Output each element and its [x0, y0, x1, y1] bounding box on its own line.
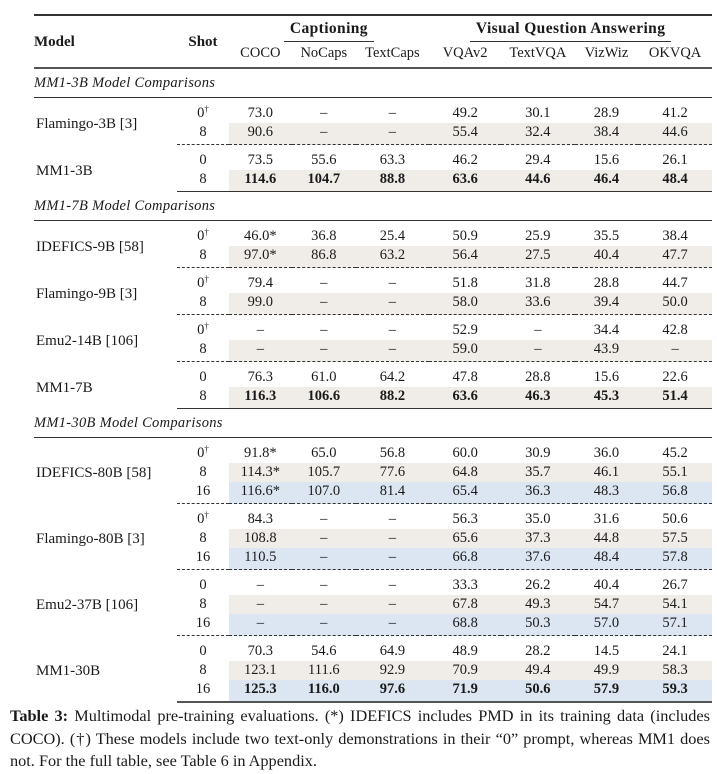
value-cell: 51.8 [452, 275, 478, 291]
value-cell: 47.7 [638, 246, 712, 268]
value-cell: 44.7 [662, 275, 688, 291]
value-cell: 63.3 [379, 152, 406, 168]
value-cell: 64.2 [379, 369, 406, 385]
value-cell: 24.1 [662, 643, 688, 659]
value-cell: – [292, 529, 355, 548]
value-cell: 59.0 [429, 340, 501, 362]
value-cell: 26.1 [662, 152, 688, 168]
value-cell: – [292, 293, 355, 315]
value-cell: 44.8 [575, 529, 638, 548]
section-title: MM1-7B Model Comparisons [34, 192, 712, 221]
value-cell: 57.8 [638, 548, 712, 570]
value-cell: 31.8 [525, 275, 551, 291]
value-cell: 76.3 [247, 369, 273, 385]
shot-cell: 0† [197, 227, 209, 244]
value-cell: 46.4 [575, 170, 638, 192]
header-okvqa: OKVQA [648, 44, 702, 61]
value-cell: 65.4 [429, 482, 501, 504]
value-cell: 22.6 [662, 369, 688, 385]
value-cell: 29.4 [525, 152, 551, 168]
value-cell: 54.6 [311, 643, 337, 659]
shot-cell: 16 [177, 548, 228, 570]
value-cell: 64.9 [379, 643, 406, 659]
value-cell: 57.0 [575, 614, 638, 636]
shot-cell: 8 [177, 246, 228, 268]
value-cell: 36.0 [593, 445, 620, 461]
value-cell: 110.5 [229, 548, 292, 570]
value-cell: 28.9 [593, 105, 620, 121]
value-cell: – [534, 322, 542, 338]
value-cell: 52.9 [452, 322, 478, 338]
dagger-mark: † [204, 510, 209, 520]
value-cell: – [356, 595, 430, 614]
value-cell: 36.8 [311, 228, 337, 244]
value-cell: 26.2 [525, 577, 551, 593]
shot-cell: 8 [177, 340, 228, 362]
header-nocaps: NoCaps [300, 44, 348, 61]
value-cell: 81.4 [356, 482, 430, 504]
value-cell: 41.2 [662, 105, 688, 121]
value-cell: 33.3 [452, 577, 478, 593]
value-cell: 56.3 [452, 511, 478, 527]
value-cell: – [292, 123, 355, 145]
value-cell: 55.4 [429, 123, 501, 145]
caption-label: Table 3: [10, 706, 69, 725]
value-cell: 46.2 [452, 152, 478, 168]
section-title: MM1-3B Model Comparisons [34, 68, 712, 98]
value-cell: – [320, 511, 328, 527]
table-row [34, 268, 712, 294]
value-cell: – [356, 529, 430, 548]
dagger-mark: † [204, 444, 209, 454]
value-cell: 51.4 [638, 387, 712, 409]
value-cell: 49.2 [452, 105, 478, 121]
value-cell: 58.3 [638, 661, 712, 680]
shot-cell: 8 [199, 464, 207, 480]
value-cell: 33.6 [501, 293, 575, 315]
value-cell: 65.0 [311, 445, 337, 461]
table-caption [10, 705, 710, 773]
value-cell: 97.0* [229, 246, 292, 268]
value-cell: 27.5 [501, 246, 575, 268]
value-cell: 14.5 [593, 643, 620, 659]
value-cell: 48.4 [575, 548, 638, 570]
value-cell: – [292, 548, 355, 570]
value-cell: – [320, 577, 328, 593]
value-cell: 48.4 [638, 170, 712, 192]
shot-cell: 16 [177, 680, 228, 702]
value-cell: 111.6 [292, 661, 355, 680]
model-name: IDEFICS-80B [58] [36, 465, 152, 482]
model-name: IDEFICS-9B [58] [36, 238, 144, 255]
value-cell: 59.3 [638, 680, 712, 702]
table-row [34, 145, 712, 171]
value-cell: 63.6 [429, 170, 501, 192]
value-cell: 97.6 [356, 680, 430, 702]
value-cell: – [320, 105, 328, 121]
value-cell: 49.3 [501, 595, 575, 614]
value-cell: 15.6 [593, 369, 620, 385]
value-cell: 116.6* [229, 482, 292, 504]
value-cell: 88.8 [356, 170, 430, 192]
value-cell: 38.4 [575, 123, 638, 145]
value-cell: 77.6 [356, 463, 430, 482]
shot-cell: 8 [177, 293, 228, 315]
shot-cell: 0† [197, 104, 209, 121]
value-cell: 37.6 [501, 548, 575, 570]
value-cell: 79.4 [247, 275, 273, 291]
table-row [34, 315, 712, 341]
value-cell: 71.9 [429, 680, 501, 702]
value-cell: 116.3 [229, 387, 292, 409]
header-vqav2: VQAv2 [442, 44, 488, 61]
value-cell: 104.7 [292, 170, 355, 192]
value-cell: 105.7 [292, 463, 355, 482]
value-cell: – [388, 577, 397, 593]
value-cell: 49.4 [501, 661, 575, 680]
value-cell: 50.6 [662, 511, 688, 527]
value-cell: 73.5 [247, 152, 273, 168]
value-cell: 70.3 [247, 643, 273, 659]
value-cell: 36.3 [501, 482, 575, 504]
value-cell: – [292, 595, 355, 614]
value-cell: – [388, 105, 397, 121]
value-cell: – [292, 614, 355, 636]
header-vizwiz: VizWiz [584, 44, 629, 61]
value-cell: 15.6 [593, 152, 620, 168]
caption-text: Multimodal pre-training evaluations. (*) IDEFICS includes PMD in its training data (includes COCO). (†) These models include two text-only demonstrations in their “0” prompt, whereas MM1 does not. For the full table, see Table 6 in Appendix. [10, 706, 710, 770]
value-cell: 57.1 [638, 614, 712, 636]
value-cell: 47.8 [452, 369, 478, 385]
shot-cell: 0† [197, 510, 209, 527]
shot-cell: 0 [199, 152, 207, 168]
value-cell: – [356, 293, 430, 315]
value-cell: 48.3 [575, 482, 638, 504]
shot-cell: 8 [177, 170, 228, 192]
header-coco: COCO [240, 44, 281, 61]
value-cell: 50.0 [638, 293, 712, 315]
value-cell: 25.9 [525, 228, 551, 244]
value-cell: 46.3 [501, 387, 575, 409]
value-cell: – [356, 340, 430, 362]
value-cell: 28.2 [525, 643, 551, 659]
value-cell: 43.9 [575, 340, 638, 362]
value-cell: – [256, 322, 264, 338]
value-cell: 49.9 [575, 661, 638, 680]
shot-cell: 8 [199, 596, 207, 612]
dagger-mark: † [204, 274, 209, 284]
value-cell: 40.4 [593, 577, 620, 593]
value-cell: 60.0 [452, 445, 478, 461]
value-cell: 58.0 [429, 293, 501, 315]
value-cell: 35.7 [501, 463, 575, 482]
value-cell: 106.6 [292, 387, 355, 409]
value-cell: – [388, 511, 397, 527]
value-cell: 86.8 [292, 246, 355, 268]
value-cell: – [229, 595, 292, 614]
header-model: Model [34, 34, 75, 50]
value-cell: 114.3* [229, 463, 292, 482]
value-cell: 34.4 [593, 322, 620, 338]
shot-cell: 8 [199, 530, 207, 546]
value-cell: – [356, 123, 430, 145]
value-cell: 65.6 [429, 529, 501, 548]
value-cell: 32.4 [501, 123, 575, 145]
value-cell: 37.3 [501, 529, 575, 548]
table-row [34, 636, 712, 662]
shot-cell: 8 [199, 662, 207, 678]
value-cell: 39.4 [575, 293, 638, 315]
value-cell: 30.9 [525, 445, 551, 461]
value-cell: 55.1 [638, 463, 712, 482]
value-cell: 38.4 [662, 228, 688, 244]
shot-cell: 0† [197, 274, 209, 291]
model-name: Emu2-14B [106] [36, 332, 139, 349]
value-cell: 123.1 [229, 661, 292, 680]
value-cell: 48.9 [452, 643, 478, 659]
value-cell: 42.8 [662, 322, 688, 338]
value-cell: 114.6 [229, 170, 292, 192]
value-cell: 45.2 [662, 445, 688, 461]
shot-cell: 8 [177, 123, 228, 145]
value-cell: 30.1 [525, 105, 551, 121]
shot-cell: 0† [197, 444, 209, 461]
value-cell: – [356, 548, 430, 570]
table-row [34, 362, 712, 388]
value-cell: 63.6 [429, 387, 501, 409]
value-cell: 56.8 [379, 445, 406, 461]
dagger-mark: † [204, 227, 209, 237]
value-cell: – [388, 275, 397, 291]
shot-cell: 8 [177, 387, 228, 409]
value-cell: 50.3 [501, 614, 575, 636]
value-cell: 56.8 [638, 482, 712, 504]
header-textvqa: TextVQA [509, 44, 567, 61]
value-cell: 88.2 [356, 387, 430, 409]
value-cell: 40.4 [575, 246, 638, 268]
table-row [34, 438, 712, 464]
value-cell: 92.9 [356, 661, 430, 680]
shot-cell: 0 [199, 369, 207, 385]
header-group-captioning: Captioning [229, 16, 430, 42]
value-cell: – [229, 614, 292, 636]
value-cell: 44.6 [638, 123, 712, 145]
model-name: MM1-3B [36, 162, 93, 179]
section-header-row [34, 192, 712, 221]
model-name: Flamingo-80B [3] [36, 531, 145, 547]
value-cell: 84.3 [247, 511, 273, 527]
value-cell: – [501, 340, 575, 362]
value-cell: 35.0 [525, 511, 551, 527]
header-shot: Shot [188, 34, 218, 50]
value-cell: 90.6 [229, 123, 292, 145]
model-name: Flamingo-9B [3] [36, 285, 138, 302]
value-cell: 107.0 [292, 482, 355, 504]
model-name: Flamingo-3B [3] [36, 115, 138, 132]
value-cell: 67.8 [429, 595, 501, 614]
value-cell: 56.4 [429, 246, 501, 268]
value-cell: 57.5 [638, 529, 712, 548]
model-name: MM1-30B [36, 663, 101, 680]
shot-cell: 16 [177, 614, 228, 636]
value-cell: – [292, 340, 355, 362]
table-row [34, 98, 712, 124]
shot-cell: 0 [199, 643, 207, 659]
value-cell: 108.8 [229, 529, 292, 548]
value-cell: – [229, 340, 292, 362]
value-cell: 64.8 [429, 463, 501, 482]
value-cell: 35.5 [593, 228, 620, 244]
value-cell: 91.8* [244, 445, 277, 461]
value-cell: 45.3 [575, 387, 638, 409]
value-cell: – [320, 275, 328, 291]
value-cell: – [388, 322, 397, 338]
value-cell: 68.8 [429, 614, 501, 636]
value-cell: 99.0 [229, 293, 292, 315]
section-header-row [34, 409, 712, 438]
value-cell: 50.9 [452, 228, 478, 244]
value-cell: 73.0 [247, 105, 273, 121]
results-table [34, 14, 712, 703]
value-cell: 70.9 [429, 661, 501, 680]
header-textcaps: TextCaps [365, 44, 420, 61]
dagger-mark: † [204, 104, 209, 114]
table-row [34, 570, 712, 596]
value-cell: – [320, 322, 328, 338]
value-cell: 28.8 [593, 275, 620, 291]
model-name: Emu2-37B [106] [36, 597, 139, 613]
value-cell: 63.2 [356, 246, 430, 268]
shot-cell: 16 [177, 482, 228, 504]
value-cell: 26.7 [662, 577, 688, 593]
value-cell: 46.0* [244, 228, 277, 244]
value-cell: – [638, 340, 712, 362]
value-cell: 66.8 [429, 548, 501, 570]
value-cell: 116.0 [292, 680, 355, 702]
value-cell: 54.1 [638, 595, 712, 614]
header-group-vqa: Visual Question Answering [429, 16, 712, 42]
value-cell: 55.6 [311, 152, 337, 168]
value-cell: 50.6 [501, 680, 575, 702]
value-cell: – [256, 577, 264, 593]
value-cell: 54.7 [575, 595, 638, 614]
value-cell: 61.0 [311, 369, 337, 385]
value-cell: 57.9 [575, 680, 638, 702]
section-header-row [34, 68, 712, 98]
value-cell: 31.6 [593, 511, 620, 527]
table-row [34, 504, 712, 530]
value-cell: 44.6 [501, 170, 575, 192]
value-cell: 28.8 [525, 369, 551, 385]
section-title: MM1-30B Model Comparisons [34, 409, 712, 438]
table-row [34, 221, 712, 247]
value-cell: – [356, 614, 430, 636]
shot-cell: 0† [197, 321, 209, 338]
value-cell: 46.1 [575, 463, 638, 482]
value-cell: 125.3 [229, 680, 292, 702]
dagger-mark: † [204, 321, 209, 331]
shot-cell: 0 [199, 577, 207, 593]
value-cell: 25.4 [379, 228, 406, 244]
model-name: MM1-7B [36, 379, 93, 396]
